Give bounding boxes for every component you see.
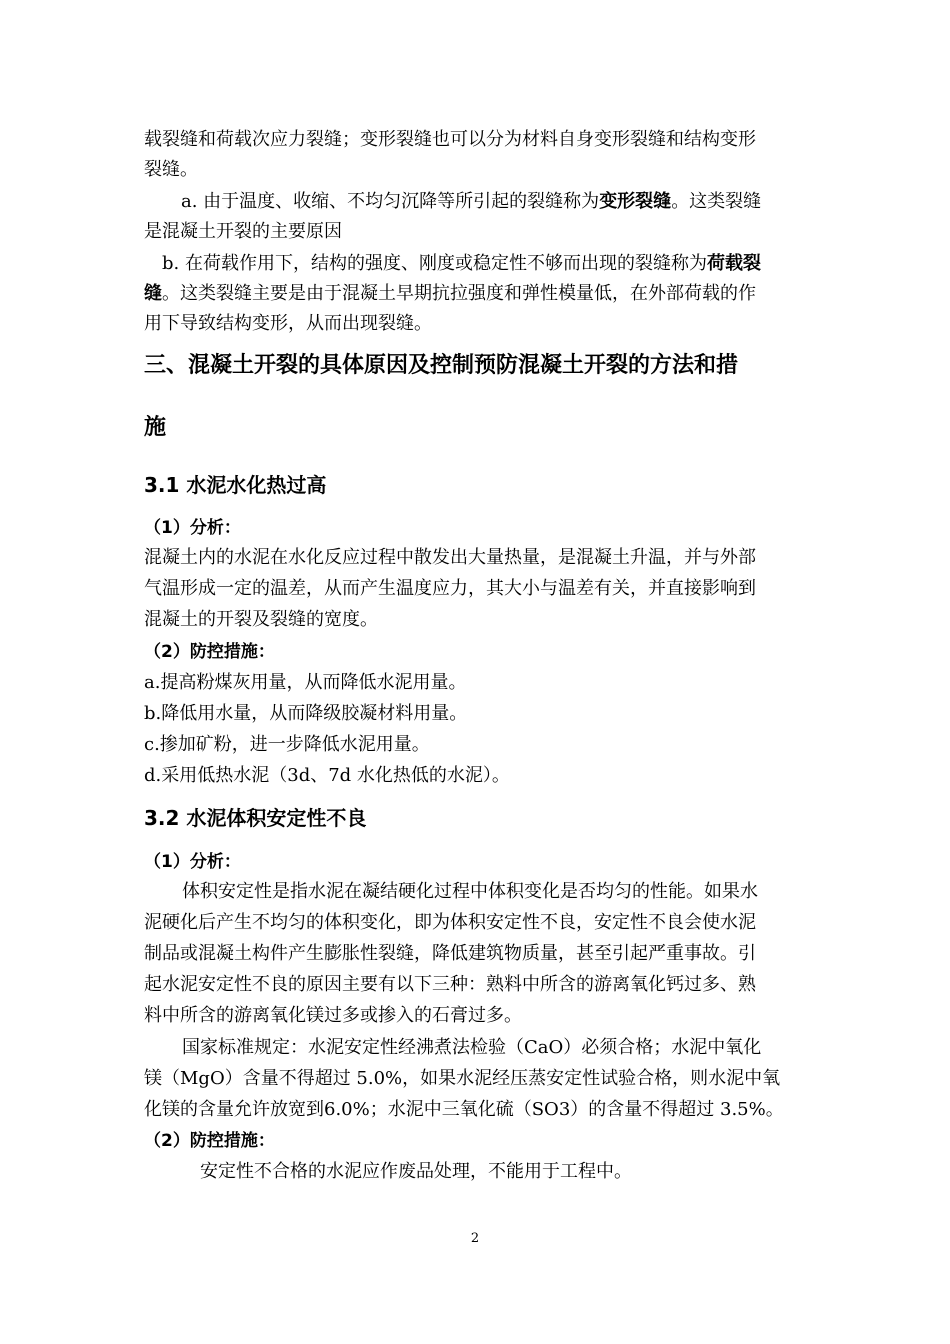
measure-item: c.掺加矿粉，进一步降低水泥用量。 [144, 734, 430, 755]
paragraph-line: 体积安定性是指水泥在凝结硬化过程中体积变化是否均匀的性能。如果水 [182, 881, 758, 902]
paragraph-line: 国家标准规定：水泥安定性经沸煮法检验（CaO）必须合格；水泥中氧化 [182, 1037, 762, 1058]
item-b-text: b. 在荷载作用下，结构的强度、刚度或稳定性不够而出现的裂缝称为 [162, 253, 707, 274]
item-b-suffix: 。这类裂缝主要是由于混凝土早期抗拉强度和弹性模量低，在外部荷载的作 [162, 283, 756, 304]
term-deformation-crack: 变形裂缝 [599, 191, 672, 212]
item-a-text: a. 由于温度、收缩、不均匀沉降等所引起的裂缝称为 [181, 191, 600, 212]
paragraph-line: 泥硬化后产生不均匀的体积变化，即为体积安定性不良，安定性不良会使水泥 [144, 912, 756, 933]
list-item-b [162, 252, 761, 276]
measure-item: 安定性不合格的水泥应作废品处理，不能用于工程中。 [200, 1161, 632, 1182]
paragraph-line: 气温形成一定的温差，从而产生温度应力，其大小与温差有关，并直接影响到 [144, 578, 756, 599]
paragraph-line: 起水泥安定性不良的原因主要有以下三种：熟料中所含的游离氧化钙过多、熟 [144, 974, 756, 995]
paragraph-line: 制品或混凝土构件产生膨胀性裂缝，降低建筑物质量，甚至引起严重事故。引 [144, 943, 756, 964]
paragraph-line: 镁（MgO）含量不得超过 5.0%，如果水泥经压蒸安定性试验合格，则水泥中氧 [144, 1068, 781, 1089]
paragraph-line: 料中所含的游离氧化镁过多或掺入的石膏过多。 [144, 1005, 522, 1026]
measures-label: （2）防控措施： [144, 642, 275, 662]
term-load-crack: 荷载裂 [706, 253, 761, 274]
paragraph-line [144, 282, 756, 306]
analysis-label: （1）分析： [144, 518, 241, 538]
measure-item: a.提高粉煤灰用量，从而降低水泥用量。 [144, 672, 467, 693]
subsection-heading-3-1: 3.1 水泥水化热过高 [144, 473, 327, 497]
term-load-crack-cont: 缝 [144, 283, 162, 304]
list-item-a [181, 190, 761, 214]
paragraph-line: 混凝土的开裂及裂缝的宽度。 [144, 609, 378, 630]
page-number: 2 [470, 1231, 480, 1246]
paragraph-line: 混凝土内的水泥在水化反应过程中散发出大量热量，是混凝土升温，并与外部 [144, 547, 756, 568]
analysis-label: （1）分析： [144, 852, 241, 872]
paragraph-line: 化镁的含量允许放宽到6.0%；水泥中三氧化硫（SO3）的含量不得超过 3.5%。 [144, 1099, 784, 1120]
measures-label: （2）防控措施： [144, 1131, 275, 1151]
paragraph-line: 用下导致结构变形，从而出现裂缝。 [144, 313, 432, 334]
measure-item: d.采用低热水泥（3d、7d 水化热低的水泥）。 [144, 765, 510, 786]
paragraph-line: 是混凝土开裂的主要原因 [144, 221, 342, 242]
measure-item: b.降低用水量，从而降级胶凝材料用量。 [144, 703, 468, 724]
paragraph-line: 裂缝。 [144, 159, 198, 180]
subsection-heading-3-2: 3.2 水泥体积安定性不良 [144, 806, 367, 830]
section-heading-line2: 施 [144, 415, 167, 440]
item-a-suffix: 。这类裂缝 [671, 191, 762, 212]
paragraph-line: 载裂缝和荷载次应力裂缝；变形裂缝也可以分为材料自身变形裂缝和结构变形 [144, 129, 756, 150]
section-heading-line1: 三、混凝土开裂的具体原因及控制预防混凝土开裂的方法和措 [144, 353, 739, 378]
